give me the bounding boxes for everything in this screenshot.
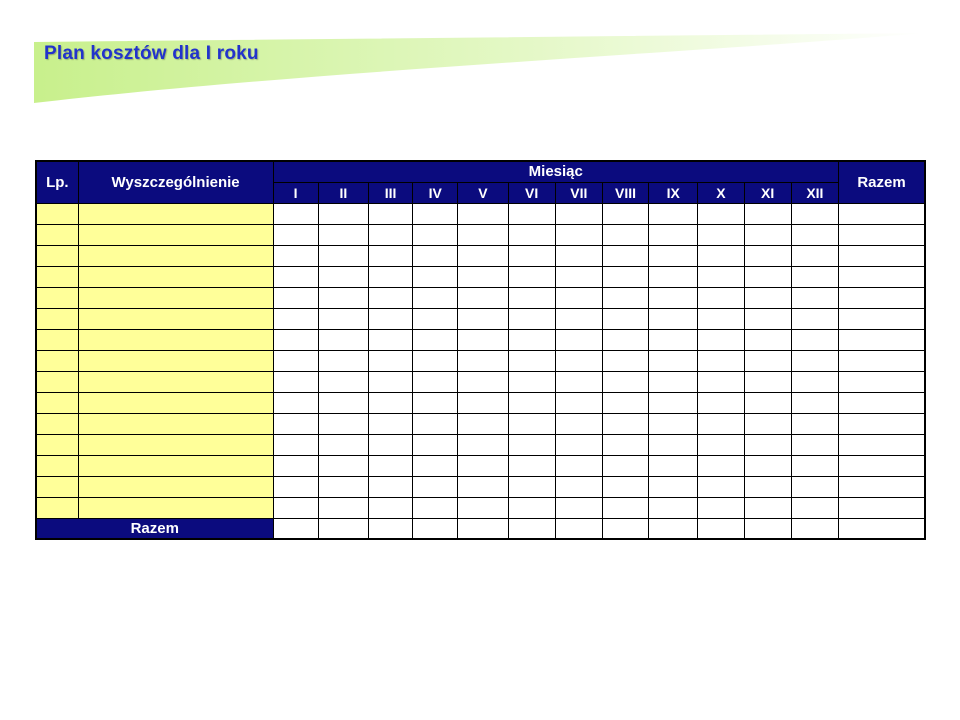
month-value-cell[interactable] [508, 329, 555, 350]
month-value-cell[interactable] [791, 224, 838, 245]
header-month: III [368, 182, 412, 203]
month-value-cell[interactable] [413, 245, 458, 266]
month-value-cell[interactable] [368, 203, 412, 224]
description-cell[interactable] [78, 455, 273, 476]
month-value-cell[interactable] [744, 203, 791, 224]
row-total-cell[interactable] [839, 308, 925, 329]
lp-cell[interactable] [36, 455, 78, 476]
month-value-cell[interactable] [555, 266, 602, 287]
description-cell[interactable] [78, 497, 273, 518]
month-value-cell[interactable] [744, 266, 791, 287]
month-value-cell[interactable] [318, 329, 368, 350]
table-row [36, 434, 925, 455]
month-value-cell[interactable] [508, 266, 555, 287]
month-value-cell[interactable] [744, 434, 791, 455]
month-value-cell[interactable] [602, 497, 648, 518]
month-total-cell[interactable] [602, 518, 648, 539]
month-value-cell[interactable] [318, 476, 368, 497]
month-value-cell[interactable] [649, 203, 698, 224]
month-value-cell[interactable] [273, 203, 318, 224]
month-value-cell[interactable] [368, 476, 412, 497]
month-value-cell[interactable] [273, 434, 318, 455]
table-row [36, 245, 925, 266]
header-month: IV [413, 182, 458, 203]
month-value-cell[interactable] [555, 413, 602, 434]
month-value-cell[interactable] [368, 392, 412, 413]
month-value-cell[interactable] [458, 287, 508, 308]
month-value-cell[interactable] [649, 245, 698, 266]
description-cell[interactable] [78, 476, 273, 497]
month-value-cell[interactable] [413, 392, 458, 413]
month-value-cell[interactable] [791, 434, 838, 455]
month-value-cell[interactable] [368, 266, 412, 287]
lp-cell[interactable] [36, 203, 78, 224]
header-month: XI [744, 182, 791, 203]
month-value-cell[interactable] [368, 413, 412, 434]
header-lp: Lp. [36, 161, 78, 203]
month-value-cell[interactable] [555, 224, 602, 245]
month-total-cell[interactable] [458, 518, 508, 539]
month-value-cell[interactable] [698, 287, 744, 308]
month-value-cell[interactable] [698, 245, 744, 266]
month-value-cell[interactable] [368, 245, 412, 266]
row-total-cell[interactable] [839, 203, 925, 224]
month-value-cell[interactable] [649, 371, 698, 392]
month-value-cell[interactable] [649, 266, 698, 287]
month-value-cell[interactable] [698, 329, 744, 350]
month-value-cell[interactable] [649, 413, 698, 434]
month-value-cell[interactable] [744, 455, 791, 476]
month-value-cell[interactable] [698, 455, 744, 476]
month-value-cell[interactable] [791, 371, 838, 392]
header-month: X [698, 182, 744, 203]
header-month: VII [555, 182, 602, 203]
month-value-cell[interactable] [273, 266, 318, 287]
row-total-cell[interactable] [839, 476, 925, 497]
month-value-cell[interactable] [508, 203, 555, 224]
month-value-cell[interactable] [508, 434, 555, 455]
month-value-cell[interactable] [368, 434, 412, 455]
month-value-cell[interactable] [508, 224, 555, 245]
header-month: XII [791, 182, 838, 203]
row-total-cell[interactable] [839, 350, 925, 371]
row-total-cell[interactable] [839, 434, 925, 455]
table-row [36, 203, 925, 224]
month-value-cell[interactable] [318, 371, 368, 392]
month-value-cell[interactable] [744, 476, 791, 497]
month-value-cell[interactable] [458, 497, 508, 518]
month-value-cell[interactable] [602, 434, 648, 455]
month-value-cell[interactable] [458, 371, 508, 392]
table-row [36, 350, 925, 371]
header-month: II [318, 182, 368, 203]
lp-cell[interactable] [36, 287, 78, 308]
table-row [36, 497, 925, 518]
month-value-cell[interactable] [273, 413, 318, 434]
month-value-cell[interactable] [318, 455, 368, 476]
row-total-cell[interactable] [839, 455, 925, 476]
table-row [36, 266, 925, 287]
month-value-cell[interactable] [649, 224, 698, 245]
month-value-cell[interactable] [273, 245, 318, 266]
month-value-cell[interactable] [744, 329, 791, 350]
month-value-cell[interactable] [273, 308, 318, 329]
header-description: Wyszczególnienie [78, 161, 273, 203]
month-value-cell[interactable] [791, 455, 838, 476]
month-value-cell[interactable] [602, 287, 648, 308]
lp-cell[interactable] [36, 392, 78, 413]
month-value-cell[interactable] [698, 308, 744, 329]
month-value-cell[interactable] [273, 350, 318, 371]
month-value-cell[interactable] [458, 413, 508, 434]
month-value-cell[interactable] [273, 371, 318, 392]
description-cell[interactable] [78, 329, 273, 350]
description-cell[interactable] [78, 266, 273, 287]
row-total-cell[interactable] [839, 266, 925, 287]
month-value-cell[interactable] [413, 413, 458, 434]
month-value-cell[interactable] [368, 224, 412, 245]
month-value-cell[interactable] [508, 350, 555, 371]
row-total-cell[interactable] [839, 392, 925, 413]
description-cell[interactable] [78, 287, 273, 308]
month-value-cell[interactable] [555, 203, 602, 224]
month-value-cell[interactable] [368, 287, 412, 308]
month-value-cell[interactable] [744, 224, 791, 245]
month-value-cell[interactable] [368, 371, 412, 392]
header-month: VIII [602, 182, 648, 203]
month-value-cell[interactable] [273, 224, 318, 245]
month-value-cell[interactable] [791, 476, 838, 497]
month-value-cell[interactable] [458, 350, 508, 371]
description-cell[interactable] [78, 413, 273, 434]
lp-cell[interactable] [36, 245, 78, 266]
month-value-cell[interactable] [273, 287, 318, 308]
table-row [36, 413, 925, 434]
month-value-cell[interactable] [413, 371, 458, 392]
month-value-cell[interactable] [698, 413, 744, 434]
month-value-cell[interactable] [458, 266, 508, 287]
month-value-cell[interactable] [413, 266, 458, 287]
month-value-cell[interactable] [791, 350, 838, 371]
month-value-cell[interactable] [508, 308, 555, 329]
month-value-cell[interactable] [318, 350, 368, 371]
cost-plan-table [35, 160, 926, 540]
row-total-cell[interactable] [839, 287, 925, 308]
month-value-cell[interactable] [458, 245, 508, 266]
month-value-cell[interactable] [555, 392, 602, 413]
header-month: IX [649, 182, 698, 203]
month-value-cell[interactable] [744, 287, 791, 308]
lp-cell[interactable] [36, 266, 78, 287]
month-value-cell[interactable] [508, 455, 555, 476]
header-month-group: Miesiąc [273, 161, 839, 182]
lp-cell[interactable] [36, 329, 78, 350]
month-value-cell[interactable] [602, 245, 648, 266]
month-value-cell[interactable] [744, 392, 791, 413]
row-total-cell[interactable] [839, 413, 925, 434]
grand-total-cell[interactable] [839, 518, 925, 539]
month-value-cell[interactable] [791, 266, 838, 287]
table-row [36, 476, 925, 497]
month-value-cell[interactable] [791, 287, 838, 308]
month-total-cell[interactable] [508, 518, 555, 539]
month-value-cell[interactable] [555, 350, 602, 371]
month-value-cell[interactable] [508, 413, 555, 434]
month-value-cell[interactable] [318, 392, 368, 413]
month-value-cell[interactable] [602, 371, 648, 392]
month-value-cell[interactable] [698, 203, 744, 224]
month-value-cell[interactable] [413, 203, 458, 224]
month-value-cell[interactable] [602, 308, 648, 329]
month-value-cell[interactable] [698, 371, 744, 392]
month-value-cell[interactable] [744, 497, 791, 518]
month-value-cell[interactable] [555, 308, 602, 329]
month-value-cell[interactable] [273, 329, 318, 350]
month-value-cell[interactable] [458, 476, 508, 497]
row-total-cell[interactable] [839, 245, 925, 266]
month-value-cell[interactable] [555, 287, 602, 308]
month-value-cell[interactable] [602, 455, 648, 476]
month-total-cell[interactable] [368, 518, 412, 539]
month-value-cell[interactable] [791, 245, 838, 266]
month-value-cell[interactable] [698, 350, 744, 371]
month-value-cell[interactable] [318, 434, 368, 455]
month-value-cell[interactable] [458, 392, 508, 413]
month-value-cell[interactable] [555, 245, 602, 266]
month-value-cell[interactable] [791, 308, 838, 329]
month-value-cell[interactable] [458, 308, 508, 329]
description-cell[interactable] [78, 308, 273, 329]
page-title: Plan kosztów dla I roku [44, 43, 259, 64]
month-value-cell[interactable] [318, 266, 368, 287]
month-value-cell[interactable] [413, 476, 458, 497]
month-value-cell[interactable] [508, 476, 555, 497]
month-value-cell[interactable] [698, 497, 744, 518]
month-value-cell[interactable] [458, 203, 508, 224]
month-value-cell[interactable] [649, 287, 698, 308]
month-value-cell[interactable] [602, 224, 648, 245]
month-value-cell[interactable] [413, 329, 458, 350]
month-value-cell[interactable] [744, 245, 791, 266]
month-value-cell[interactable] [698, 266, 744, 287]
row-total-cell[interactable] [839, 224, 925, 245]
lp-cell[interactable] [36, 371, 78, 392]
month-value-cell[interactable] [318, 245, 368, 266]
month-value-cell[interactable] [273, 455, 318, 476]
month-value-cell[interactable] [791, 392, 838, 413]
table-row [36, 329, 925, 350]
month-value-cell[interactable] [413, 434, 458, 455]
month-value-cell[interactable] [318, 224, 368, 245]
month-value-cell[interactable] [602, 329, 648, 350]
month-value-cell[interactable] [458, 434, 508, 455]
month-value-cell[interactable] [698, 392, 744, 413]
month-value-cell[interactable] [744, 371, 791, 392]
month-value-cell[interactable] [555, 371, 602, 392]
month-value-cell[interactable] [602, 476, 648, 497]
lp-cell[interactable] [36, 413, 78, 434]
month-value-cell[interactable] [698, 224, 744, 245]
row-total-cell[interactable] [839, 329, 925, 350]
month-total-cell[interactable] [744, 518, 791, 539]
month-value-cell[interactable] [368, 497, 412, 518]
month-value-cell[interactable] [698, 434, 744, 455]
description-cell[interactable] [78, 224, 273, 245]
table-row [36, 224, 925, 245]
month-value-cell[interactable] [649, 350, 698, 371]
header-month: I [273, 182, 318, 203]
month-value-cell[interactable] [555, 329, 602, 350]
month-value-cell[interactable] [649, 434, 698, 455]
month-value-cell[interactable] [555, 497, 602, 518]
month-value-cell[interactable] [649, 329, 698, 350]
month-total-cell[interactable] [791, 518, 838, 539]
month-value-cell[interactable] [273, 392, 318, 413]
month-value-cell[interactable] [458, 455, 508, 476]
month-value-cell[interactable] [413, 287, 458, 308]
month-value-cell[interactable] [273, 476, 318, 497]
month-value-cell[interactable] [791, 413, 838, 434]
month-value-cell[interactable] [649, 308, 698, 329]
month-value-cell[interactable] [602, 392, 648, 413]
month-value-cell[interactable] [368, 329, 412, 350]
month-value-cell[interactable] [368, 350, 412, 371]
month-value-cell[interactable] [744, 308, 791, 329]
month-value-cell[interactable] [508, 245, 555, 266]
header-total: Razem [839, 161, 925, 203]
lp-cell[interactable] [36, 434, 78, 455]
month-value-cell[interactable] [413, 455, 458, 476]
footer-total-label: Razem [36, 518, 273, 539]
month-value-cell[interactable] [602, 350, 648, 371]
description-cell[interactable] [78, 371, 273, 392]
lp-cell[interactable] [36, 476, 78, 497]
month-value-cell[interactable] [744, 350, 791, 371]
month-value-cell[interactable] [602, 266, 648, 287]
table-row [36, 371, 925, 392]
month-value-cell[interactable] [744, 413, 791, 434]
month-value-cell[interactable] [649, 392, 698, 413]
month-total-cell[interactable] [649, 518, 698, 539]
month-value-cell[interactable] [413, 497, 458, 518]
description-cell[interactable] [78, 203, 273, 224]
month-value-cell[interactable] [368, 455, 412, 476]
month-value-cell[interactable] [508, 497, 555, 518]
table-row [36, 392, 925, 413]
month-value-cell[interactable] [602, 413, 648, 434]
month-value-cell[interactable] [649, 497, 698, 518]
month-value-cell[interactable] [318, 287, 368, 308]
table-row [36, 287, 925, 308]
header-month: V [458, 182, 508, 203]
table-row [36, 308, 925, 329]
month-value-cell[interactable] [791, 497, 838, 518]
table-row [36, 455, 925, 476]
month-value-cell[interactable] [273, 497, 318, 518]
row-total-cell[interactable] [839, 497, 925, 518]
month-value-cell[interactable] [555, 434, 602, 455]
month-total-cell[interactable] [555, 518, 602, 539]
month-value-cell[interactable] [458, 224, 508, 245]
month-value-cell[interactable] [649, 455, 698, 476]
month-total-cell[interactable] [273, 518, 318, 539]
lp-cell[interactable] [36, 497, 78, 518]
month-value-cell[interactable] [555, 476, 602, 497]
month-value-cell[interactable] [413, 350, 458, 371]
description-cell[interactable] [78, 245, 273, 266]
month-value-cell[interactable] [602, 203, 648, 224]
header-month: VI [508, 182, 555, 203]
month-value-cell[interactable] [318, 413, 368, 434]
description-cell[interactable] [78, 392, 273, 413]
month-value-cell[interactable] [508, 371, 555, 392]
month-value-cell[interactable] [555, 455, 602, 476]
month-total-cell[interactable] [698, 518, 744, 539]
month-value-cell[interactable] [698, 476, 744, 497]
month-total-cell[interactable] [318, 518, 368, 539]
month-value-cell[interactable] [508, 392, 555, 413]
month-value-cell[interactable] [318, 497, 368, 518]
month-value-cell[interactable] [413, 224, 458, 245]
month-value-cell[interactable] [458, 329, 508, 350]
lp-cell[interactable] [36, 224, 78, 245]
month-value-cell[interactable] [413, 308, 458, 329]
month-value-cell[interactable] [791, 329, 838, 350]
description-cell[interactable] [78, 434, 273, 455]
month-value-cell[interactable] [318, 203, 368, 224]
lp-cell[interactable] [36, 308, 78, 329]
description-cell[interactable] [78, 350, 273, 371]
month-value-cell[interactable] [318, 308, 368, 329]
month-value-cell[interactable] [368, 308, 412, 329]
month-total-cell[interactable] [413, 518, 458, 539]
month-value-cell[interactable] [508, 287, 555, 308]
lp-cell[interactable] [36, 350, 78, 371]
month-value-cell[interactable] [649, 476, 698, 497]
month-value-cell[interactable] [791, 203, 838, 224]
row-total-cell[interactable] [839, 371, 925, 392]
